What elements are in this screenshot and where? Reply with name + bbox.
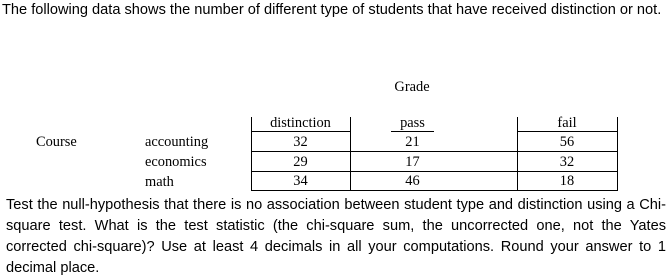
table-cell: 17 (405, 154, 420, 170)
row-label-economics: economics (145, 154, 207, 170)
grade-label: Grade (394, 79, 430, 95)
table-cell: 46 (405, 173, 420, 189)
row-label-math: math (145, 174, 174, 190)
intro-paragraph: The following data shows the number of different type of students that have received distinction or not. (2, 2, 662, 18)
table-cell: 18 (559, 173, 575, 189)
table-cell: 21 (405, 134, 420, 150)
table-cell: 56 (559, 134, 575, 150)
row-label-accounting: accounting (145, 134, 209, 150)
course-label: Course (36, 134, 77, 150)
question-paragraph: Test the null-hypothesis that there is no association between student type and distinction using a Chi-square test. What is the test statistic (the chi-square sum, the uncorrected one, not the Yates corrected chi-square)? Use at least 4 decimals in all your computations. Round your answer to 1 decimal place. (6, 197, 666, 276)
table-cell: 29 (293, 154, 308, 170)
contingency-table (251, 116, 618, 191)
column-header-distinction: distinction (270, 115, 331, 131)
table-border-right (617, 117, 618, 191)
table-border-col1 (350, 117, 351, 191)
column-header-pass: pass (400, 115, 425, 131)
table-cell: 32 (559, 154, 575, 170)
column-header-fail: fail (557, 115, 577, 131)
table-cell: 32 (293, 134, 308, 150)
table-cell: 34 (293, 173, 308, 189)
